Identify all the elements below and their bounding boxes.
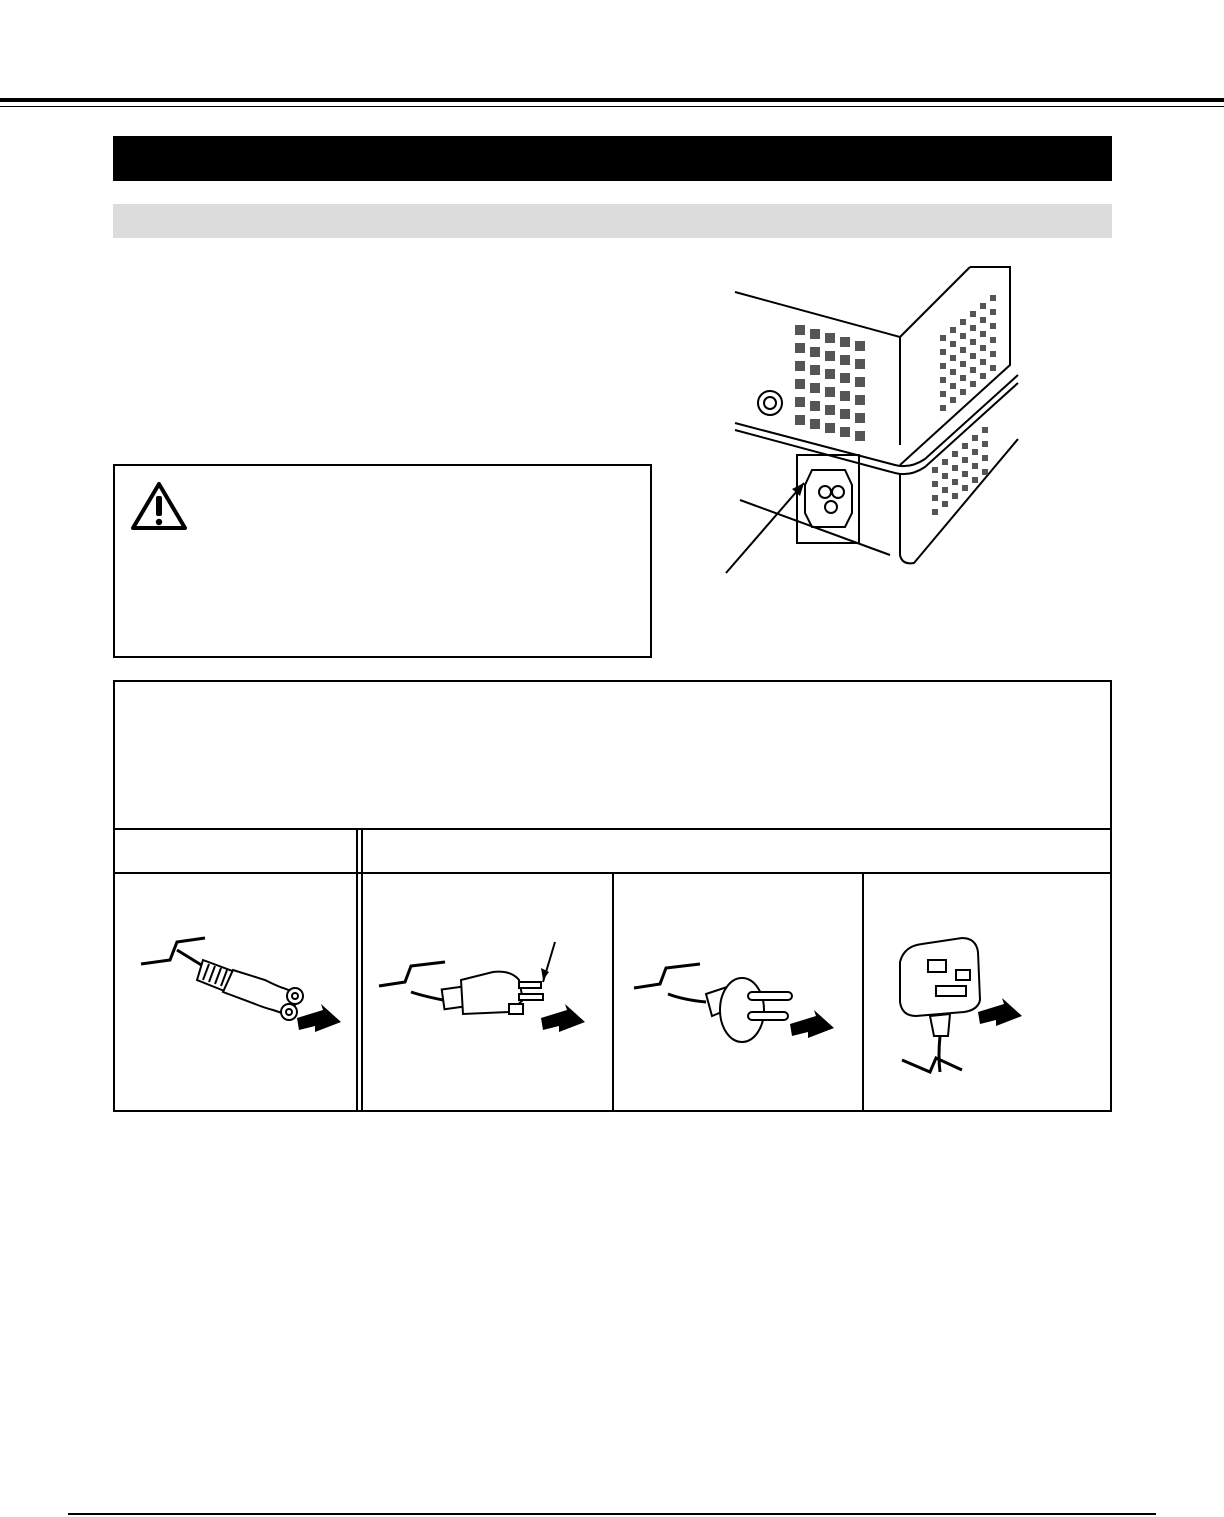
caution-box (113, 464, 652, 658)
us-three-prong-plug-icon (363, 876, 611, 1110)
plug-cell-continental (614, 876, 860, 1110)
iec-c5-connector-icon (115, 876, 355, 1110)
plug-cell-iec (115, 876, 355, 1110)
warning-triangle-icon (129, 480, 189, 532)
section-title-bar (113, 136, 1112, 181)
table-divider-double-a (356, 828, 358, 1110)
header-projector-side (115, 830, 355, 872)
intro-paragraph (113, 255, 653, 445)
plug-cell-us (363, 876, 611, 1110)
header-rule-thin (0, 106, 1224, 107)
power-cord-table (113, 680, 1112, 1112)
header-rule-thick (0, 98, 1224, 102)
cord-note (129, 694, 1096, 814)
continental-europe-plug-icon (614, 876, 860, 1110)
plug-cell-uk (864, 876, 1110, 1110)
header-ac-outlet-side (363, 830, 1108, 872)
footer-rule (68, 1513, 1156, 1515)
subsection-title-bar (113, 204, 1112, 238)
uk-plug-icon (864, 876, 1110, 1110)
projector-rear-illustration (700, 255, 1120, 590)
